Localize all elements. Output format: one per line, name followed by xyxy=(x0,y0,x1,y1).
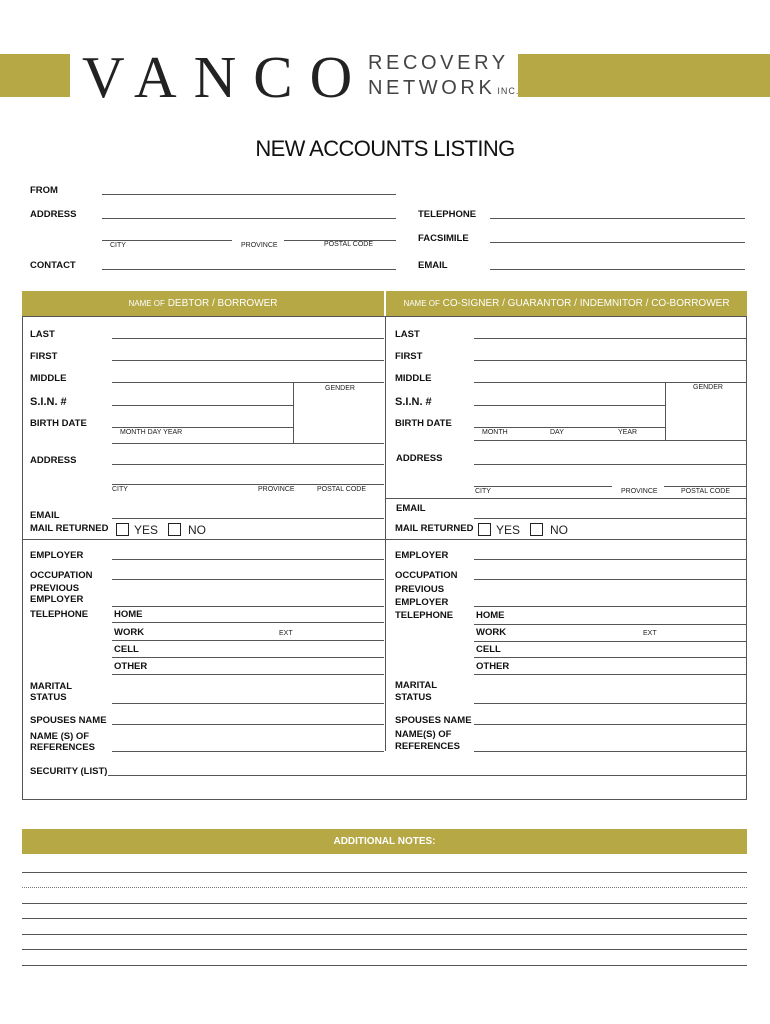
debtor-work-field[interactable] xyxy=(112,640,384,641)
cosigner-ext-caption: EXT xyxy=(643,630,657,637)
cosigner-email-label: EMAIL xyxy=(396,503,426,514)
debtor-home-label: HOME xyxy=(114,609,143,620)
debtor-sin-field[interactable] xyxy=(112,405,293,406)
debtor-yes-checkbox[interactable] xyxy=(116,523,129,536)
cosigner-row-separator-1 xyxy=(386,498,747,499)
cosigner-gender-box-bottom xyxy=(474,440,747,441)
debtor-address-field[interactable] xyxy=(112,464,384,465)
debtor-occupation-field[interactable] xyxy=(112,579,384,580)
notes-line[interactable] xyxy=(22,887,747,888)
logo-band-right xyxy=(518,54,770,97)
debtor-middle-label: MIDDLE xyxy=(30,373,67,384)
debtor-middle-field[interactable] xyxy=(112,382,384,383)
page-title: NEW ACCOUNTS LISTING xyxy=(255,136,515,161)
cosigner-first-field[interactable] xyxy=(474,360,747,361)
debtor-previous-employer-label: EMPLOYER xyxy=(30,594,84,605)
debtor-previous-label: PREVIOUS xyxy=(30,583,80,594)
cosigner-cell-label: CELL xyxy=(476,644,501,655)
debtor-birth-date-label: BIRTH DATE xyxy=(30,418,87,429)
cosigner-marital-status-field[interactable] xyxy=(474,703,747,704)
debtor-cell-label: CELL xyxy=(114,644,139,655)
cosigner-references-field[interactable] xyxy=(474,751,747,752)
cosigner-work-label: WORK xyxy=(476,627,507,638)
cosigner-occupation-label: OCCUPATION xyxy=(395,570,458,581)
email-label: EMAIL xyxy=(418,260,448,271)
cosigner-address-field[interactable] xyxy=(474,464,747,465)
cosigner-occupation-field[interactable] xyxy=(474,579,747,580)
debtor-email-label: EMAIL xyxy=(30,510,60,521)
cosigner-email-field[interactable] xyxy=(474,518,747,519)
debtor-cell-field[interactable] xyxy=(112,657,384,658)
province-caption: PROVINCE xyxy=(241,242,278,249)
cosigner-postal-field[interactable] xyxy=(664,486,747,487)
telephone-field[interactable] xyxy=(490,218,745,219)
debtor-references-label-2: REFERENCES xyxy=(30,742,95,753)
cosigner-last-label: LAST xyxy=(395,329,420,340)
city-field[interactable] xyxy=(102,240,232,241)
security-list-label: SECURITY (LIST) xyxy=(30,766,108,777)
cosigner-gender-box-edge xyxy=(665,382,666,440)
debtor-first-label: FIRST xyxy=(30,351,58,362)
cosigner-previous-label: PREVIOUS xyxy=(395,584,445,595)
debtor-status-label: STATUS xyxy=(30,692,67,703)
cosigner-sin-label: S.I.N. # xyxy=(395,396,432,408)
cosigner-address-label: ADDRESS xyxy=(396,453,443,464)
notes-line[interactable] xyxy=(22,934,747,935)
city-caption: CITY xyxy=(110,242,126,249)
cosigner-status-label: STATUS xyxy=(395,692,432,703)
cosigner-header-prefix: NAME OF xyxy=(403,299,440,308)
debtor-gender-caption: GENDER xyxy=(325,385,355,392)
cosigner-spouses-name-field[interactable] xyxy=(474,724,747,725)
cosigner-work-field[interactable] xyxy=(474,641,747,642)
debtor-header-prefix: NAME OF xyxy=(128,299,165,308)
cosigner-gender-caption: GENDER xyxy=(693,384,723,391)
debtor-gender-box-edge xyxy=(293,382,294,443)
debtor-previous-employer-field[interactable] xyxy=(112,606,384,607)
debtor-references-field[interactable] xyxy=(112,751,384,752)
debtor-birth-date-caption: MONTH DAY YEAR xyxy=(120,429,183,436)
cosigner-cell-field[interactable] xyxy=(474,657,747,658)
cosigner-year-caption: YEAR xyxy=(618,429,638,436)
cosigner-birth-date-field[interactable] xyxy=(474,427,665,428)
cosigner-postal-caption: POSTAL CODE xyxy=(681,488,731,495)
notes-line[interactable] xyxy=(22,872,747,873)
cosigner-other-label: OTHER xyxy=(476,661,510,672)
debtor-birth-date-field[interactable] xyxy=(112,427,293,428)
debtor-postal-caption: POSTAL CODE xyxy=(317,486,367,493)
debtor-other-field[interactable] xyxy=(112,674,384,675)
debtor-telephone-label: TELEPHONE xyxy=(30,609,89,620)
cosigner-marital-label: MARITAL xyxy=(395,680,438,691)
cosigner-header xyxy=(386,291,747,316)
debtor-yes-label: YES xyxy=(134,523,159,537)
contact-field[interactable] xyxy=(102,269,396,270)
logo-recovery: RECOVERY xyxy=(368,52,509,74)
cosigner-birth-date-label: BIRTH DATE xyxy=(395,418,452,429)
cosigner-last-field[interactable] xyxy=(474,338,747,339)
cosigner-previous-employer-label: EMPLOYER xyxy=(395,597,449,608)
cosigner-employer-field[interactable] xyxy=(474,559,747,560)
address-label: ADDRESS xyxy=(30,209,77,220)
debtor-references-label-1: NAME (S) OF xyxy=(30,731,90,742)
debtor-province-caption: PROVINCE xyxy=(258,486,295,493)
cosigner-yes-checkbox[interactable] xyxy=(478,523,491,536)
cosigner-home-field[interactable] xyxy=(474,624,747,625)
cosigner-home-label: HOME xyxy=(476,610,505,621)
cosigner-references-label-1: NAME(S) OF xyxy=(395,729,452,740)
logo-network xyxy=(368,78,519,98)
debtor-address-label: ADDRESS xyxy=(30,455,77,466)
debtor-email-field[interactable] xyxy=(112,518,384,519)
contact-label: CONTACT xyxy=(30,260,76,271)
logo-band-left xyxy=(0,54,70,97)
debtor-row-separator xyxy=(23,539,385,540)
column-divider xyxy=(385,316,386,751)
cosigner-province-caption: PROVINCE xyxy=(621,488,658,495)
cosigner-no-checkbox[interactable] xyxy=(530,523,543,536)
cosigner-day-caption: DAY xyxy=(550,429,564,436)
cosigner-previous-employer-field[interactable] xyxy=(474,606,747,607)
debtor-no-checkbox[interactable] xyxy=(168,523,181,536)
cosigner-spouses-name-label: SPOUSES NAME xyxy=(395,715,472,726)
debtor-last-field[interactable] xyxy=(112,338,384,339)
cosigner-first-label: FIRST xyxy=(395,351,423,362)
cosigner-middle-label: MIDDLE xyxy=(395,373,432,384)
debtor-header-title: DEBTOR / BORROWER xyxy=(167,298,278,309)
cosigner-references-label-2: REFERENCES xyxy=(395,741,460,752)
telephone-label: TELEPHONE xyxy=(418,209,477,220)
security-list-field[interactable] xyxy=(108,775,747,776)
from-field[interactable] xyxy=(102,194,396,195)
notes-line[interactable] xyxy=(22,949,747,950)
debtor-work-label: WORK xyxy=(114,627,145,638)
cosigner-city-caption: CITY xyxy=(475,488,491,495)
cosigner-header-title: CO-SIGNER / GUARANTOR / INDEMNITOR / CO-BORROWER xyxy=(442,298,730,309)
debtor-employer-field[interactable] xyxy=(112,559,384,560)
facsimile-label: FACSIMILE xyxy=(418,233,469,244)
logo-network-text: NETWORK xyxy=(368,77,496,99)
debtor-spouses-name-label: SPOUSES NAME xyxy=(30,715,107,726)
debtor-gender-box-bottom xyxy=(112,443,384,444)
debtor-marital-label: MARITAL xyxy=(30,681,73,692)
address-field[interactable] xyxy=(102,218,396,219)
cosigner-middle-field[interactable] xyxy=(474,382,747,383)
debtor-spouses-name-field[interactable] xyxy=(112,724,384,725)
cosigner-employer-label: EMPLOYER xyxy=(395,550,449,561)
cosigner-no-label: NO xyxy=(550,523,568,537)
debtor-no-label: NO xyxy=(188,523,206,537)
cosigner-month-caption: MONTH xyxy=(482,429,508,436)
cosigner-row-separator-2 xyxy=(386,539,747,540)
cosigner-sin-field[interactable] xyxy=(474,405,665,406)
facsimile-field[interactable] xyxy=(490,242,745,243)
debtor-occupation-label: OCCUPATION xyxy=(30,570,93,581)
cosigner-other-field[interactable] xyxy=(474,674,747,675)
notes-line[interactable] xyxy=(22,903,747,904)
postal-code-caption: POSTAL CODE xyxy=(324,241,374,248)
cosigner-yes-label: YES xyxy=(496,523,521,537)
cosigner-city-field[interactable] xyxy=(474,486,612,487)
debtor-ext-caption: EXT xyxy=(279,630,293,637)
debtor-header xyxy=(22,291,384,316)
logo-wordmark: VANCO xyxy=(82,44,370,110)
debtor-employer-label: EMPLOYER xyxy=(30,550,84,561)
notes-line[interactable] xyxy=(22,965,747,966)
from-label: FROM xyxy=(30,185,58,196)
logo-inc: INC. xyxy=(497,86,520,96)
debtor-mail-returned-label: MAIL RETURNED xyxy=(30,523,109,534)
debtor-first-field[interactable] xyxy=(112,360,384,361)
notes-line[interactable] xyxy=(22,918,747,919)
email-field[interactable] xyxy=(490,269,745,270)
debtor-marital-status-field[interactable] xyxy=(112,703,384,704)
debtor-other-label: OTHER xyxy=(114,661,148,672)
cosigner-telephone-label: TELEPHONE xyxy=(395,610,454,621)
debtor-sin-label: S.I.N. # xyxy=(30,396,67,408)
cosigner-mail-returned-label: MAIL RETURNED xyxy=(395,523,474,534)
debtor-city-caption: CITY xyxy=(112,486,128,493)
additional-notes-header: ADDITIONAL NOTES: xyxy=(22,829,747,854)
debtor-city-field[interactable] xyxy=(112,484,384,485)
debtor-home-field[interactable] xyxy=(112,622,384,623)
debtor-last-label: LAST xyxy=(30,329,55,340)
